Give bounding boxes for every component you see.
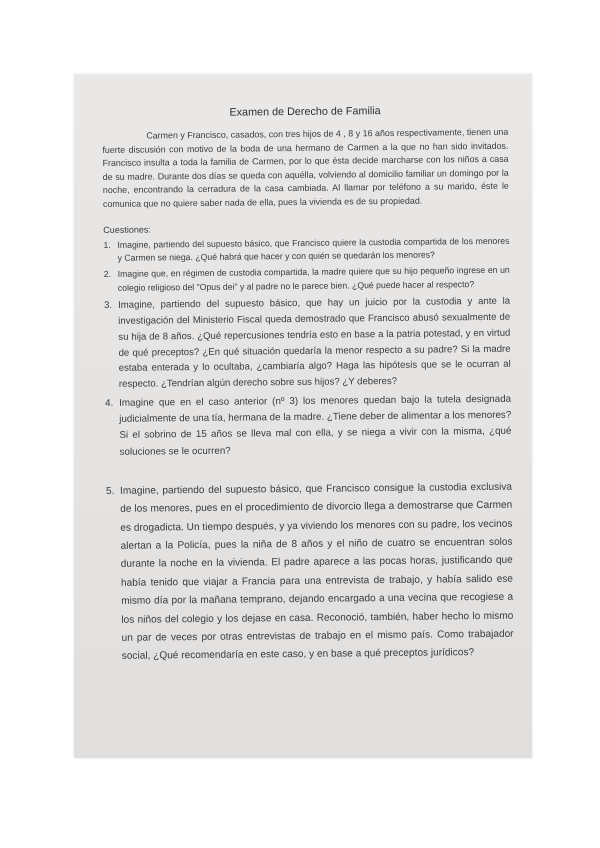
exam-paper-sheet	[74, 74, 532, 758]
question-number: 2.	[103, 269, 112, 280]
question-number: 1.	[103, 239, 111, 250]
questions-list	[103, 234, 513, 667]
question-text: Imagine que en el caso anterior (nº 3) los menores quedan bajo la tutela designada judicialmente de una tía, hermana de la madre. ¿Tiene deber de alimentar a los menores? Si el sobrino de 15 años se lleva mal con ella, y se niega a vivir con la misma, ¿qué soluciones se le ocurren?	[119, 393, 512, 458]
question-item	[104, 294, 511, 393]
question-item	[105, 392, 512, 461]
document-title: Examen de Derecho de Familia	[229, 105, 381, 119]
question-text: Imagine, partiendo del supuesto básico, que Francisco quiere la custodia compartida de los menores y Carmen se niega. ¿Qué habrá que hacer y con quién se quedarán los menores?	[117, 235, 510, 263]
question-text: Imagine que, en régimen de custodia compartida, la madre quiere que su hijo pequeño ingrese en un colegio religioso del "Opus dei" y al padre no le parece bien. ¿Qué puede hacer al respecto?	[117, 265, 510, 293]
question-number: 4.	[105, 397, 114, 409]
question-item	[103, 234, 509, 265]
question-text: Imagine, partiendo del supuesto básico, que hay un juicio por la custodia y ante la investigación del Ministerio Fiscal queda demostrado que Francisco abusó sexualmente de su hija de 8 años. ¿Qué repercusiones tendría esto en base a la patria potestad, y en virtud de qué preceptos? ¿En qué situación quedaría la menor respecto a su padre? Si la madre estaba enterada y lo ocultaba, ¿cambiaría algo? Haga las hipótesis que se le ocurran al respecto. ¿Tendrían algún derecho sobre sus hijos? ¿Y deberes?	[118, 295, 511, 391]
document-content	[102, 104, 514, 667]
questions-heading: Cuestiones:	[103, 224, 151, 235]
question-number: 3.	[104, 300, 113, 312]
question-number: 5.	[105, 485, 115, 497]
case-statement: Carmen y Francisco, casados, con tres hijos de 4 , 8 y 16 años respectivamente, tienen una fuerte discusión con motivo de la boda de una hermano de Carmen a la que no han sido invitados. Francisco insulta a toda la familia de Carmen, por lo que ésta decide marcharse con los niños a casa de su madre. Durante dos días se queda con aquélla, volviendo al domicilio familiar un domingo por la noche, encontrando la cerradura de la casa cambiada. Al llamar por teléfono a su marido, éste le comunica que no quiere saber nada de ella, pues la vivienda es de su propiedad.	[102, 126, 509, 209]
question-text: Imagine, partiendo del supuesto básico, que Francisco consigue la custodia exclusiva de los menores, pues en el procedimiento de divorcio llega a demostrarse que Carmen es drogadicta. Un tiempo después, y ya viviendo los menores con su padre, los vecinos alertan a la Policía, pues la niña de 8 años y el niño de cuatro se encuentran solos durante la noche en la vivienda. El padre aparece a las pocas horas, justificando que había tenido que viajar a Francia para una entrevista de trabajo, y había salido ese mismo día por la mañana temprano, dejando encargado a una vecina que recogiese a los niños del colegio y los dejase en casa. Reconoció, también, haber hecho lo mismo un par de veces por otras entrevistas de trabajo en el mismo país. Como trabajador social, ¿Qué recomendaría en este caso, y en base a qué preceptos jurídicos?	[119, 481, 514, 663]
question-item	[104, 264, 510, 295]
question-item	[106, 479, 514, 667]
